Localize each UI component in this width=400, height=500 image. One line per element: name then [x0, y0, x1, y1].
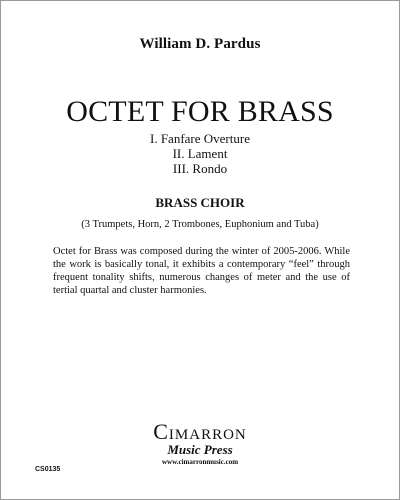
publisher-url: www.cimarronmusic.com: [161, 458, 239, 466]
publisher-subtitle: Music Press: [167, 442, 233, 457]
piece-title: OCTET FOR BRASS: [66, 95, 334, 128]
movement-item: II. Lament: [172, 146, 228, 161]
movement-item: I. Fanfare Overture: [150, 131, 250, 146]
instrumentation-line: (3 Trumpets, Horn, 2 Trombones, Euphonium and Tuba): [81, 219, 319, 230]
program-note: Octet for Brass was composed during the winter of 2005-2006. While the work is basically tonal, it exhibits a contemporary “feel” through frequent tonality shifts, numerous changes of meter and the use of tertial quartal and cluster harmonies.: [53, 246, 350, 296]
publisher-logo: [1, 421, 399, 467]
ensemble-heading: BRASS CHOIR: [155, 195, 245, 210]
movement-item: III. Rondo: [172, 161, 228, 176]
catalog-number: CS0135: [35, 466, 61, 473]
publisher-name: Cimarron: [153, 419, 247, 444]
movement-list: [1, 131, 399, 176]
composer-name: William D. Pardus: [139, 36, 261, 52]
